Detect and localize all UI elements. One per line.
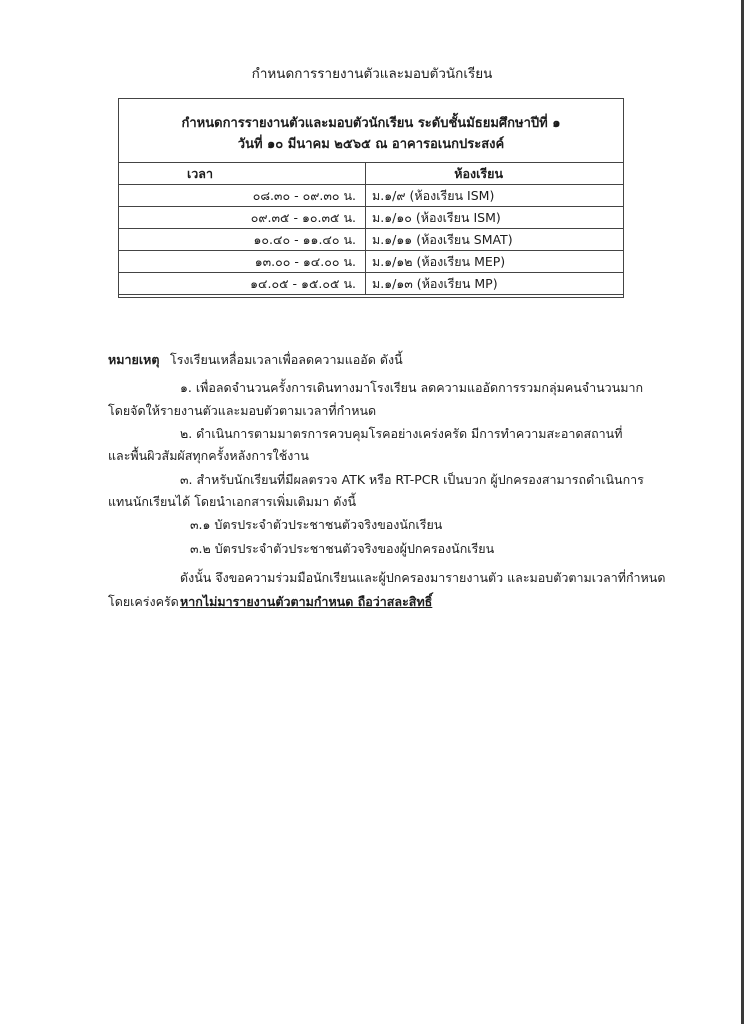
time-cell: ๑๐.๔๐ - ๑๑.๔๐ น.	[119, 229, 366, 251]
table-row	[119, 229, 624, 251]
note-item-2-line1: ๒. ดำเนินการตามมาตรการควบคุมโรคอย่างเคร่งครัด มีการทำความสะอาดสถานที่	[180, 426, 623, 441]
table-row	[119, 185, 624, 207]
schedule-table	[118, 162, 624, 295]
table-row	[119, 251, 624, 273]
note-label: หมายเหตุ	[108, 352, 160, 367]
note-item-3-line1: ๓. สำหรับนักเรียนที่มีผลตรวจ ATK หรือ RT-PCR เป็นบวก ผู้ปกครองสามารถดำเนินการ	[180, 472, 644, 487]
schedule-box	[118, 98, 624, 298]
note-item-3-1-text: ๓.๑ บัตรประจำตัวประชาชนตัวจริงของนักเรียน	[190, 517, 443, 532]
room-cell: ม.๑/๑๓ (ห้องเรียน MP)	[366, 273, 624, 295]
table-row	[119, 207, 624, 229]
note-item-3-line2: แทนนักเรียนได้ โดยนำเอกสารเพิ่มเติมมา ดังนี้	[108, 494, 356, 509]
time-cell: ๑๓.๐๐ - ๑๔.๐๐ น.	[119, 251, 366, 273]
note-intro-text: โรงเรียนเหลื่อมเวลาเพื่อลดความแออัด ดังนี้	[170, 352, 403, 367]
room-cell: ม.๑/๙ (ห้องเรียน ISM)	[366, 185, 624, 207]
column-header-time: เวลา	[119, 163, 366, 185]
schedule-heading	[119, 99, 623, 152]
closing-emphasis: หากไม่มารายงานตัวตามกำหนด ถือว่าสละสิทธิ์	[180, 594, 433, 609]
column-header-room: ห้องเรียน	[366, 163, 624, 185]
note-item-1-line2: โดยจัดให้รายงานตัวและมอบตัวตามเวลาที่กำหนด	[108, 403, 377, 418]
table-header-row	[119, 163, 624, 185]
room-cell: ม.๑/๑๐ (ห้องเรียน ISM)	[366, 207, 624, 229]
note-item-2-line2: และพื้นผิวสัมผัสทุกครั้งหลังการใช้งาน	[108, 448, 309, 463]
closing-text-1: ดังนั้น จึงขอความร่วมมือนักเรียนและผู้ปกครองมารายงานตัว และมอบตัวตามเวลาที่กำหนด	[180, 570, 666, 585]
time-cell: ๑๔.๐๕ - ๑๕.๐๕ น.	[119, 273, 366, 295]
table-row	[119, 273, 624, 295]
page-title: กำหนดการรายงานตัวและมอบตัวนักเรียน	[251, 66, 493, 82]
time-cell: ๐๙.๓๕ - ๑๐.๓๕ น.	[119, 207, 366, 229]
closing-text-2: โดยเคร่งครัด	[108, 594, 179, 609]
room-cell: ม.๑/๑๑ (ห้องเรียน SMAT)	[366, 229, 624, 251]
schedule-heading-line1: กำหนดการรายงานตัวและมอบตัวนักเรียน ระดับชั้นมัธยมศึกษาปีที่ ๑	[181, 116, 561, 131]
room-cell: ม.๑/๑๒ (ห้องเรียน MEP)	[366, 251, 624, 273]
schedule-heading-line2: วันที่ ๑๐ มีนาคม ๒๕๖๕ ณ อาคารอเนกประสงค์	[237, 137, 505, 152]
time-cell: ๐๘.๓๐ - ๐๙.๓๐ น.	[119, 185, 366, 207]
note-item-1-line1: ๑. เพื่อลดจำนวนครั้งการเดินทางมาโรงเรียน ลดความแออัดการรวมกลุ่มคนจำนวนมาก	[180, 380, 644, 395]
note-item-3-2-text: ๓.๒ บัตรประจำตัวประชาชนตัวจริงของผู้ปกครองนักเรียน	[190, 541, 495, 556]
